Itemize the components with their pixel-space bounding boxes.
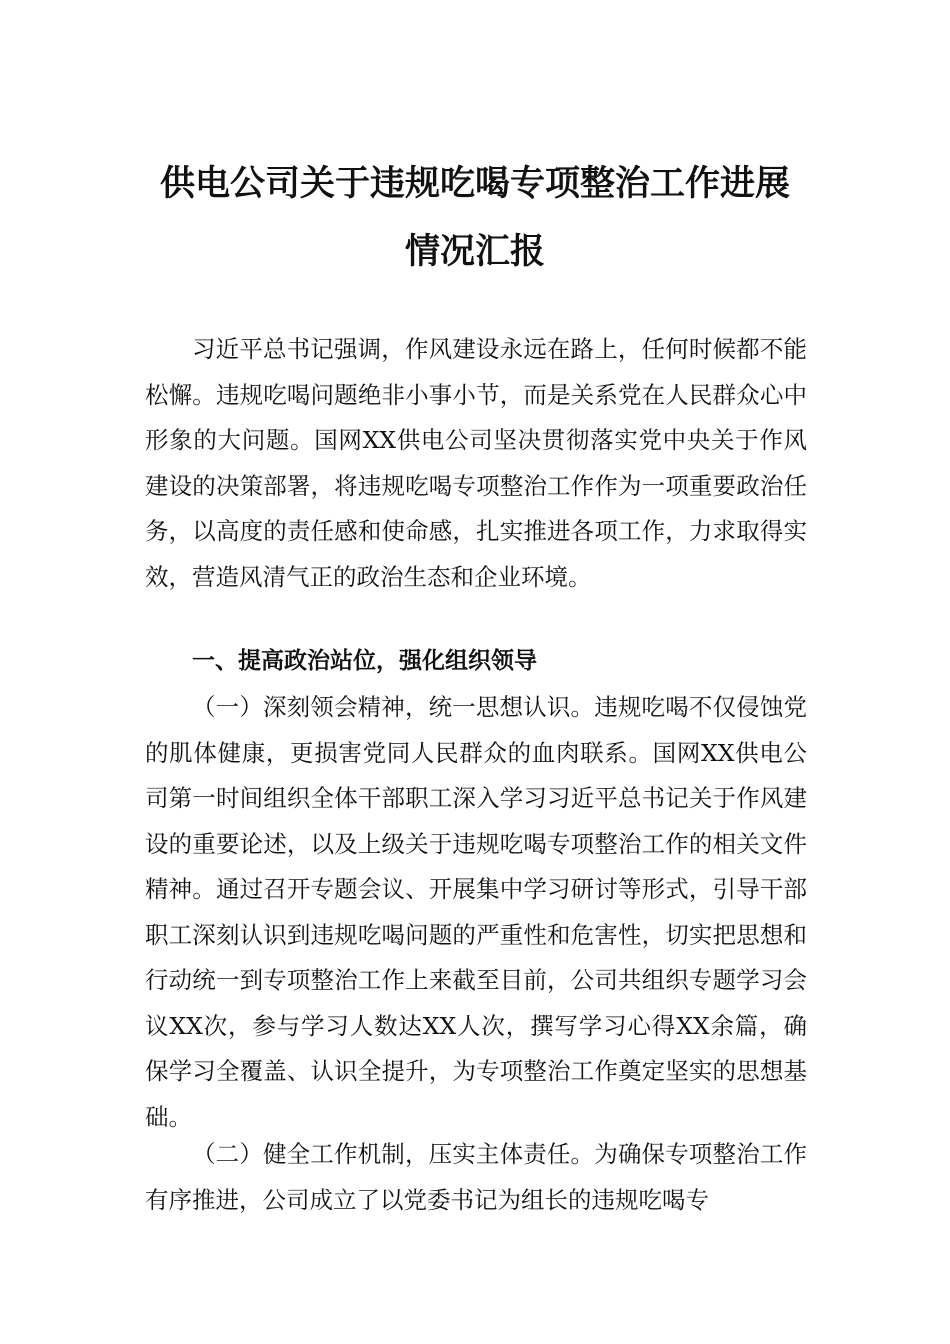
intro-paragraph: 习近平总书记强调，作风建设永远在路上，任何时候都不能松懈。违规吃喝问题绝非小事小节，而是关系党在人民群众心中形象的大问题。国网XX供电公司坚决贯彻落实党中央关于作风建设的决策部署，将违规吃喝专项整治工作作为一项重要政治任务，以高度的责任感和使命感，扎实推进各项工作，力求取得实效，营造风清气正的政治生态和企业环境。 — [145, 335, 807, 591]
section-heading-1: 一、提高政治站位，强化组织领导 — [192, 648, 537, 674]
subsection-1-paragraph: （一）深刻领会精神，统一思想认识。违规吃喝不仅侵蚀党的肌体健康，更损害党同人民群众的血肉联系。国网XX供电公司第一时间组织全体干部职工深入学习习近平总书记关于作风建设的重要论述，以及上级关于违规吃喝专项整治工作的相关文件精神。通过召开专题会议、开展集中学习研讨等形式，引导干部职工深刻认识到违规吃喝问题的严重性和危害性，切实把思想和行动统一到专项整治工作上来截至目前，公司共组织专题学习会议XX次，参与学习人数达XX人次，撰写学习心得XX余篇，确保学习全覆盖、认识全提升，为专项整治工作奠定坚实的思想基础。 — [145, 693, 807, 1131]
document-title-line-1: 供电公司关于违规吃喝专项整治工作进展 — [159, 163, 790, 204]
document-title-line-2: 情况汇报 — [404, 231, 545, 272]
subsection-2-paragraph: （二）健全工作机制，压实主体责任。为确保专项整治工作有序推进，公司成立了以党委书记为组长的违规吃喝专 — [145, 1140, 807, 1214]
